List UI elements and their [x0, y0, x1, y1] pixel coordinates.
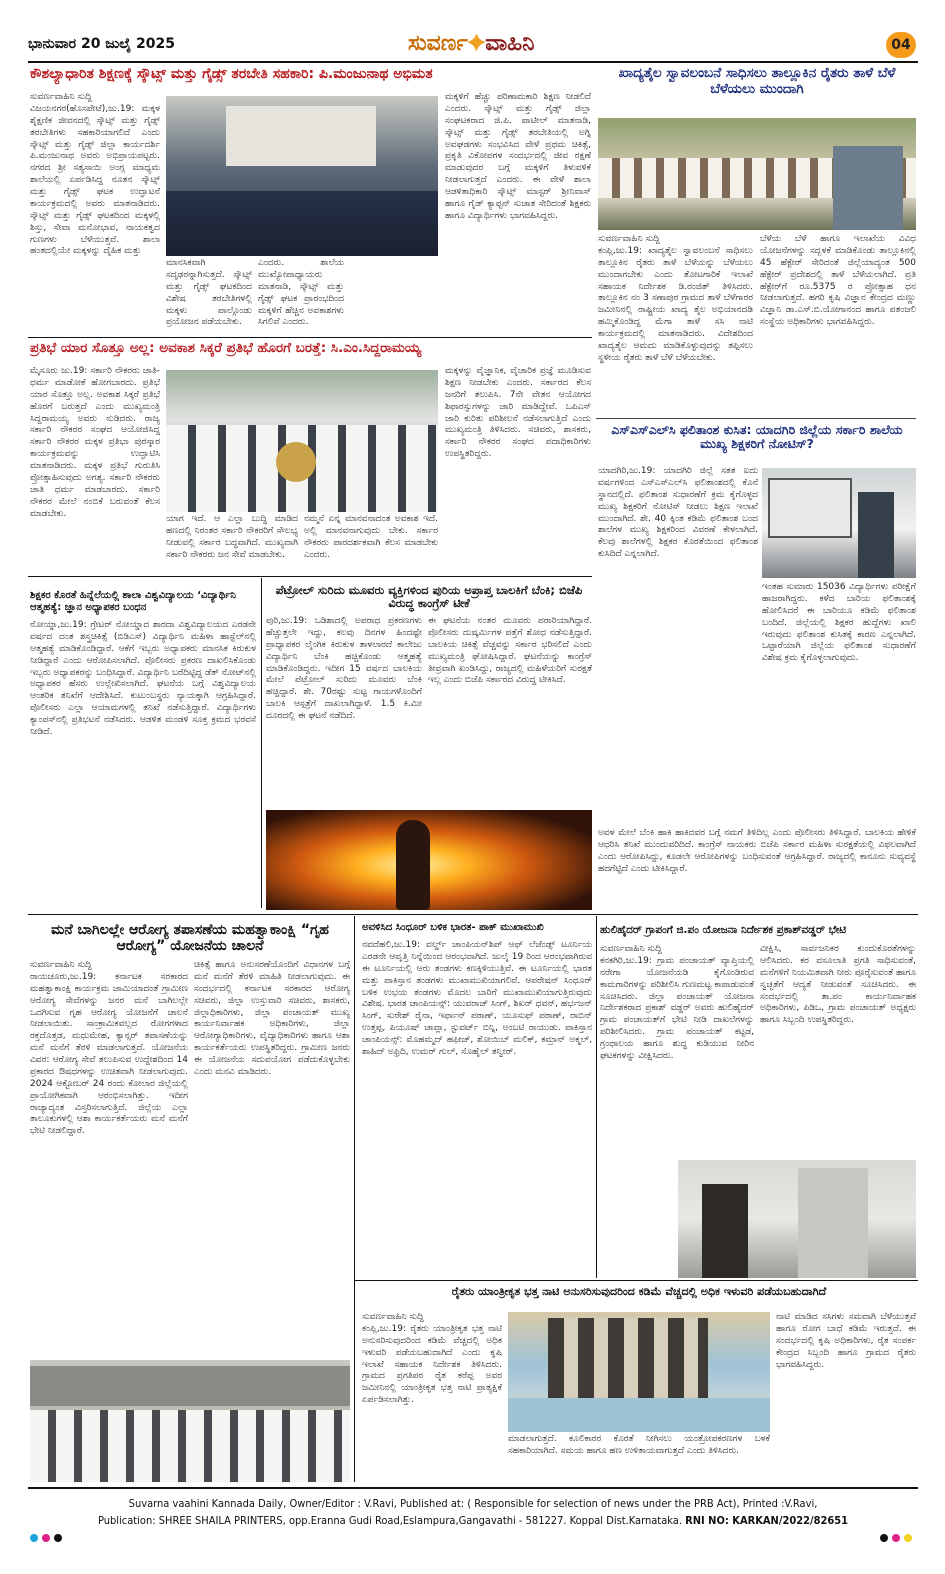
article-hulihyder-col1: ಸುವರ್ಣವಾಹಿನಿ ಸುದ್ದಿ ಕನಕಗಿರಿ,ಜು.19: ಗ್ರಾಮ ಪಂಚಾಯತ್ ವ್ಯಾಪ್ತಿಯಲ್ಲಿ ನರೇಗಾ ಯೋಜನೆಯಡಿ ಕೈಗೊಂಡಿರುವ ಕಾಮಗಾರಿಗಳನ್ನು ಪರಿಶೀಲಿಸಿ ಗುಣಮಟ್ಟ ಕಾಪಾಡುವಂತೆ ಸೂಚಿಸಿದರು. ಜಿಲ್ಲಾ ಪಂಚಾಯತ್ ಯೋಜನಾ ನಿರ್ದೇಶಕರಾದ ಪ್ರಕಾಶ್ ವಡ್ಡರ್ ಅವರು ಹುಲಿಹೈದರ್ ಗ್ರಾಮ ಪಂಚಾಯತ್‌ಗೆ ಭೇಟಿ ನೀಡಿ ದಾಖಲೆಗಳನ್ನು ಪರಿಶೀಲಿಸಿದರು. ಗ್ರಾಮ ಪಂಚಾಯತ್ ಕಟ್ಟಡ, ಗ್ರಂಥಾಲಯ ಹಾಗೂ ಶುದ್ಧ ಕುಡಿಯುವ ನೀರಿನ ಘಟಕಗಳನ್ನು ವೀಕ್ಷಿಸಿದರು.: [600, 944, 754, 1061]
article-cm-col2: ಯಾಗ ಇದೆ. ಆ ಎಲ್ಲಾ ಬುದ್ಧಿ ಮಾಡಿದ ಹಣದಲ್ಲಿ ನಿರಂತರ ಸರ್ಕಾರಿ ನೌಕರರಿಗೆ ಸೌಲಭ್ಯ ನೀಡುವಲ್ಲಿ ಸರ್ಕಾರ ಬದ್ಧವಾಗಿದೆ. ಮುಖ್ಯವಾಗಿ ಸರ್ಕಾರಿ ನೌಕರರು ಜನ ಸೇವೆ ಮಾಡಬೇಕು.: [166, 514, 298, 560]
paddy-field-photo: [508, 1312, 770, 1432]
column-divider: [261, 578, 262, 908]
footer-rule: [28, 1487, 918, 1489]
headline-puri-girl: ಪೆಟ್ರೋಲ್ ಸುರಿದು ಮೂವರು ವ್ಯಕ್ತಿಗಳಿಂದ ಪುರಿಯ ಅಪ್ರಾಪ್ತ ಬಾಲಕಿಗೆ ಬೆಂಕಿ; ಬಿಜೆಪಿ ವಿರುದ್ಧ ಕಾಂಗ್ರೆಸ್ ಟೀಕೆ: [275, 583, 583, 611]
imprint-footer: [28, 1496, 918, 1529]
cm-event-photo: [166, 370, 438, 512]
headline-cm-talent: ಪ್ರತಿಭೆ ಯಾರ ಸೊತ್ತೂ ಅಲ್ಲ: ಅವಕಾಶ ಸಿಕ್ಕರೆ ಪ್ರತಿಭೆ ಹೊರಗೆ ಬರತ್ತೆ: ಸಿ.ಎಂ.ಸಿದ್ದರಾಮಯ್ಯ: [30, 340, 422, 356]
article-puri-continued: ಅವಳ ಮೇಲೆ ಬೆಂಕಿ ಹಾಕಿ ಹಾಕಿದವರ ಬಗ್ಗೆ ನಮಗೆ ತಿಳಿದಿಲ್ಲ ಎಂದು ಪೊಲೀಸರು ತಿಳಿಸಿದ್ದಾರೆ. ಬಾಲಕಿಯ ಹೇಳಿಕೆ ಆಧರಿಸಿ ತನಿಖೆ ಮುಂದುವರಿದಿದೆ. ಕಾಂಗ್ರೆಸ್ ನಾಯಕರು ಬಿಜೆಪಿ ಸರ್ಕಾರ ಮಹಿಳಾ ಸುರಕ್ಷತೆಯಲ್ಲಿ ವಿಫಲವಾಗಿದೆ ಎಂದು ಆರೋಪಿಸಿದ್ದು, ಕೂಡಲೇ ಆರೋಪಿಗಳನ್ನು ಬಂಧಿಸುವಂತೆ ಆಗ್ರಹಿಸಿದ್ದಾರೆ. ರಾಜ್ಯದಲ್ಲಿ ಕಾನೂನು ಸುವ್ಯವಸ್ಥೆ ಹದಗೆಟ್ಟಿದೆ ಎಂದು ಟೀಕಿಸಿದ್ದಾರೆ.: [598, 828, 916, 874]
article-scouts-col1: ಸುವರ್ಣವಾಹಿನಿ ಸುದ್ದಿ ವಿಜಯನಗರ(ಹೊಸಪೇಟೆ),ಜು.19: ಮಕ್ಕಳ ಶೈಕ್ಷಣಿಕ ಜೀವನದಲ್ಲಿ ಸ್ಕೌಟ್ಸ್ ಮತ್ತು ಗೈಡ್ಸ್ ತರಬೇತಿಗಳು ಸಹಕಾರಿಯಾಗಲಿದೆ ಎಂದು ಸ್ಕೌಟ್ಸ್ ಮತ್ತು ಗೈಡ್ಸ್ ಜಿಲ್ಲಾ ಕಾರ್ಯದರ್ಶಿ ಪಿ.ಮಂಜುನಾಥ ಅವರು ಅಭಿಪ್ರಾಯಪಟ್ಟರು. ನಗರದ ಶ್ರೀ ಸತ್ಯಸಾಯಿ ಅಂಗ್ಲ ಮಾಧ್ಯಮ ಶಾಲೆಯಲ್ಲಿ ಏರ್ಪಡಿಸಿದ್ದ ನೂತನ ಸ್ಕೌಟ್ಸ್ ಮತ್ತು ಗೈಡ್ಸ್ ಘಟಕ ಉದ್ಘಾಟನೆ ಕಾರ್ಯಕ್ರಮದಲ್ಲಿ ಅವರು ಮಾತನಾಡಿದರು. ಸ್ಕೌಟ್ಸ್ ಮತ್ತು ಗೈಡ್ಸ್ ಘಟಕದಿಂದ ಮಕ್ಕಳಲ್ಲಿ ಶಿಸ್ತು, ಸೇವಾ ಮನೋಭಾವ, ನಾಯಕತ್ವದ ಗುಣಗಳು ಬೆಳೆಯುತ್ತವೆ. ಶಾಲಾ ಹಂತದಲ್ಲಿಯೇ ಮಕ್ಕಳನ್ನು ದೈಹಿಕ ಮತ್ತು: [30, 92, 160, 257]
article-scouts-col2: ಮಾನಸಿಕವಾಗಿ ಸದೃಢರನ್ನಾಗಿಸುತ್ತದೆ. ಸ್ಕೌಟ್ಸ್ ಮತ್ತು ಗೈಡ್ಸ್ ಘಟಕದಿಂದ ವಿಶೇಷ ತರಬೇತಿಗಳಲ್ಲಿ ಮಕ್ಕಳು ಪಾಲ್ಗೊಂಡು ಪ್ರಯೋಜನ ಪಡೆಯಬೇಕು.: [166, 258, 252, 328]
article-cm-col4: ಮಕ್ಕಳನ್ನು ವೈಜ್ಞಾನಿಕ, ವೈಚಾರಿಕ ಪ್ರಜ್ಞೆ ಮೂಡಿಸುವ ಶಿಕ್ಷಣ ನೀಡಬೇಕು ಎಂದರು. ಸರ್ಕಾರದ ಕೆಲಸ ಜನರಿಗೆ ತಲುಪಿಸಿ. 7ನೇ ವೇತನ ಆಯೋಗದ ಶಿಫಾರಸ್ಸುಗಳನ್ನು ಜಾರಿ ಮಾಡಿದ್ದೇವೆ. ಒಪಿಎಸ್ ಜಾರಿ ಕುರಿತು ಪರಿಶೀಲನೆ ನಡೆಸಲಾಗುತ್ತಿದೆ ಎಂದು ಮುಖ್ಯಮಂತ್ರಿ ತಿಳಿಸಿದರು. ಸಚಿವರು, ಶಾಸಕರು, ಸರ್ಕಾರಿ ನೌಕರರ ಸಂಘದ ಪದಾಧಿಕಾರಿಗಳು ಉಪಸ್ಥಿತರಿದ್ದರು.: [445, 366, 591, 460]
registration-mark: [30, 1534, 38, 1542]
headline-griha-arogya: ಮನೆ ಬಾಗಿಲಲ್ಲೇ ಆರೋಗ್ಯ ತಪಾಸಣೆಯ ಮಹತ್ವಾಕಾಂಕ್ಷಿ “ಗೃಹ ಆರೋಗ್ಯ” ಯೋಜನೆಯ ಚಾಲನೆ: [51, 922, 329, 955]
headline-paddy-transplant: ರೈತರು ಯಾಂತ್ರೀಕೃತ ಭತ್ತ ನಾಟಿ ಅನುಸರಿಸುವುದರಿಂದ ಕಡಿಮೆ ವೆಚ್ಚದಲ್ಲಿ ಅಧಿಕ ಇಳುವರಿ ಪಡೆಯಬಹುದಾಗಿದೆ: [451, 1285, 827, 1298]
divider: [354, 1280, 918, 1281]
headline-palm-oil: ಖಾದ್ಯತೈಲ ಸ್ವಾವಲಂಬನೆ ಸಾಧಿಸಲು ತಾಲ್ಲೂಕಿನ ರೈತರು ತಾಳೆ ಬೆಳೆ ಬೆಳೆಯಲು ಮುಂದಾಗಿ: [618, 65, 896, 97]
registration-mark: [42, 1534, 50, 1542]
article-india-pak: ನವದೆಹಲಿ,ಜು.19: ವರ್ಲ್ಡ್ ಚಾಂಪಿಯನ್‌ಶಿಪ್ ಆಫ್ ಲೆಜೆಂಡ್ಸ್ ಟೂರ್ನಿಯ ಎರಡನೇ ಆವೃತ್ತಿ ನಿನ್ನೆಯಿಂದ ಆರಂಭವಾಗಿದೆ. ಜುಲೈ 19 ರಿಂದ ಆರಂಭವಾಗಿರುವ ಈ ಟೂರ್ನಿಯಲ್ಲಿ ಆರು ತಂಡಗಳು ಕಣಕ್ಕಿಳಿಯುತ್ತಿವೆ. ಈ ಟೂರ್ನಿಯಲ್ಲಿ ಭಾರತ ಮತ್ತು ಪಾಕಿಸ್ತಾನ ತಂಡಗಳು ಮುಖಾಮುಖಿಯಾಗಲಿವೆ. ಆಪರೇಷನ್ ಸಿಂಧೂರ್ ಬಳಿಕ ಉಭಯ ತಂಡಗಳು ಮೊದಲ ಬಾರಿಗೆ ಮುಖಾಮುಖಿಯಾಗುತ್ತಿರುವುದು ವಿಶೇಷ. ಭಾರತ ಚಾಂಪಿಯನ್ಸ್: ಯುವರಾಜ್ ಸಿಂಗ್, ಶಿಖರ್ ಧವನ್, ಹರ್ಭಜನ್ ಸಿಂಗ್, ಸುರೇಶ್ ರೈನಾ, ಇರ್ಫಾನ್ ಪಠಾಣ್, ಯೂಸುಫ್ ಪಠಾಣ್, ರಾಬಿನ್ ಉತ್ತಪ್ಪ, ಪಿಯೂಷ್ ಚಾವ್ಲಾ, ಸ್ಟುವರ್ಟ್ ಬಿನ್ನಿ, ಅಂಬಟಿ ರಾಯುಡು. ಪಾಕಿಸ್ತಾನ ಚಾಂಪಿಯನ್ಸ್: ಮೊಹಮ್ಮದ್ ಹಫೀಜ್, ಶೋಯಿಬ್ ಮಲಿಕ್, ಕಮ್ರಾನ್ ಅಕ್ಮಲ್, ಶಾಹಿದ್ ಅಫ್ರಿದಿ, ಉಮರ್ ಗುಲ್, ಸೊಹೈಲ್ ತನ್ವೀರ್.: [362, 940, 592, 1057]
article-palm-oil-col2: ಬೆಳೆಯ ಬೆಳೆ ಹಾಗೂ ಇಲಾಖೆಯ ವಿವಿಧ ಯೋಜನೆಗಳನ್ನು ಸದ್ಬಳಕೆ ಮಾಡಿಕೊಂಡು ತಾಲ್ಲೂಕಿನಲ್ಲಿ 45 ಹೆಕ್ಟೇರ್ ಸೇರಿದಂತೆ ಜಿಲ್ಲೆಯಾದ್ಯಂತ 500 ಹೆಕ್ಟೇರ್ ಪ್ರದೇಶದಲ್ಲಿ ತಾಳೆ ಬೆಳೆಯಲಾಗಿದೆ. ಪ್ರತಿ ಹೆಕ್ಟೇರ್‌ಗೆ ರೂ.5375 ರ ಪ್ರೋತ್ಸಾಹ ಧನ ನೀಡಲಾಗುತ್ತದೆ. ಹಗರಿ ಕೃಷಿ ವಿಜ್ಞಾನ ಕೇಂದ್ರದ ಮಣ್ಣು ವಿಜ್ಞಾನಿ ಡಾ.ಎಸ್.ಬಿ.ಯೋಗಾನಂದ ಹಾಗೂ ಪತಂಜಲಿ ಸಂಸ್ಥೆಯ ಅಧಿಕಾರಿಗಳು ಭಾಗವಹಿಸಿದ್ದರು.: [760, 234, 916, 328]
article-paddy-col2: ಮಾಡಲಾಗುತ್ತದೆ. ಕೂಲಿಕಾರರ ಕೊರತೆ ನೀಗಿಸಲು ಯಂತ್ರೋಪಕರಣಗಳ ಬಳಕೆ ಸಹಕಾರಿಯಾಗಿದೆ. ಸಮಯ ಹಾಗೂ ಹಣ ಉಳಿತಾಯವಾಗುತ್ತದೆ ಎಂದು ತಿಳಿಸಿದರು.: [508, 1434, 770, 1456]
article-student-suicide: ನೋಯ್ಡಾ,ಜು.19: ಗ್ರೇಟರ್ ನೋಯ್ಡಾದ ಶಾರದಾ ವಿಶ್ವವಿದ್ಯಾಲಯದ ಎರಡನೇ ವರ್ಷದ ದಂತ ಶಸ್ತ್ರಚಿಕಿತ್ಸೆ (ಬಿಡಿಎಸ್) ವಿದ್ಯಾರ್ಥಿನಿ ಮಹಿಳಾ ಹಾಸ್ಟೆಲ್‌ನಲ್ಲಿ ಆತ್ಮಹತ್ಯೆ ಮಾಡಿಕೊಂಡಿದ್ದಾರೆ. ಆಕೆಗೆ ಇಬ್ಬರು ಅಧ್ಯಾಪಕರು ಮಾನಸಿಕ ಕಿರುಕುಳ ನೀಡಿದ್ದಾರೆ ಎಂದು ಆರೋಪಿಸಲಾಗಿದೆ. ಪೊಲೀಸರು ಪ್ರಕರಣ ದಾಖಲಿಸಿಕೊಂಡು ಇಬ್ಬರು ಅಧ್ಯಾಪಕರನ್ನು ಬಂಧಿಸಿದ್ದಾರೆ. ವಿದ್ಯಾರ್ಥಿನಿ ಬರೆದಿಟ್ಟಿದ್ದ ಡೆತ್ ನೋಟ್‌ನಲ್ಲಿ ಅಧ್ಯಾಪಕರ ಹೆಸರು ಉಲ್ಲೇಖಿಸಲಾಗಿದೆ. ಘಟನೆಯ ಬಗ್ಗೆ ವಿಶ್ವವಿದ್ಯಾಲಯ ಆಂತರಿಕ ತನಿಖೆಗೆ ಆದೇಶಿಸಿದೆ. ಕುಟುಂಬಸ್ಥರು ನ್ಯಾಯಕ್ಕಾಗಿ ಆಗ್ರಹಿಸಿದ್ದಾರೆ. ಪೊಲೀಸರು ಎಲ್ಲಾ ಆಯಾಮಗಳಲ್ಲಿ ತನಿಖೆ ನಡೆಸುತ್ತಿದ್ದಾರೆ. ವಿದ್ಯಾರ್ಥಿಗಳು ಕ್ಯಾಂಪಸ್‌ನಲ್ಲಿ ಪ್ರತಿಭಟನೆ ನಡೆಸಿದರು. ಆಡಳಿತ ಮಂಡಳಿ ಸೂಕ್ತ ಕ್ರಮದ ಭರವಸೆ ನೀಡಿದೆ.: [30, 620, 256, 737]
article-sslc-col1: ಯಾದಗಿರಿ,ಜು.19: ಯಾದಗಿರಿ ಜಿಲ್ಲೆ ಸತತ ಐದು ವರ್ಷಗಳಿಂದ ಎಸ್‌ಎಸ್‌ಎಲ್‌ಸಿ ಫಲಿತಾಂಶದಲ್ಲಿ ಕೊನೆ ಸ್ಥಾನದಲ್ಲಿದೆ. ಫಲಿತಾಂಶ ಸುಧಾರಣೆಗೆ ಕ್ರಮ ಕೈಗೊಳ್ಳದ ಮುಖ್ಯ ಶಿಕ್ಷಕರಿಗೆ ನೋಟಿಸ್ ನೀಡಲು ಶಿಕ್ಷಣ ಇಲಾಖೆ ಮುಂದಾಗಿದೆ. ಶೇ. 40 ಕ್ಕಿಂತ ಕಡಿಮೆ ಫಲಿತಾಂಶ ಬಂದ ಶಾಲೆಗಳ ಮುಖ್ಯ ಶಿಕ್ಷಕರಿಂದ ವಿವರಣೆ ಕೇಳಲಾಗಿದೆ. ಕೆಲವು ಶಾಲೆಗಳಲ್ಲಿ ಶಿಕ್ಷಕರ ಕೊರತೆಯಿಂದ ಫಲಿತಾಂಶ ಕುಸಿದಿದೆ ಎನ್ನಲಾಗಿದೆ.: [598, 466, 758, 560]
classroom-teacher-photo: [762, 468, 916, 578]
health-scheme-launch-photo: [30, 1360, 350, 1482]
registration-mark: [880, 1534, 888, 1542]
divider: [28, 914, 918, 915]
article-palm-oil-col1: ಸುವರ್ಣವಾಹಿನಿ ಸುದ್ದಿ ಕಂಪ್ಲಿ,ಜು.19: ಖಾದ್ಯತೈಲ ಸ್ವಾವಲಂಬನೆ ಸಾಧಿಸಲು ತಾಲ್ಲೂಕಿನ ರೈತರು ತಾಳೆ ಬೆಳೆಯನ್ನು ಬೆಳೆಯಲು ಮುಂದಾಗಬೇಕು ಎಂದು ತೋಟಗಾರಿಕೆ ಇಲಾಖೆ ಸಹಾಯಕ ನಿರ್ದೇಶಕ ಡಿ.ರಂಜಿತ್ ತಿಳಿಸಿದರು. ತಾಲ್ಲೂಕಿನ ನಂ 3 ಸಣಾಪುರ ಗ್ರಾಮದ ತಾಳೆ ಬೆಳೆಗಾರರ ಜಮೀನಿನಲ್ಲಿ ರಾಷ್ಟ್ರೀಯ ಖಾದ್ಯ ತೈಲ ಅಭಿಯಾನದಡಿ ಹಮ್ಮಿಕೊಂಡಿದ್ದ ಮೆಗಾ ತಾಳೆ ಸಸಿ ನಾಟಿ ಕಾರ್ಯಕ್ರಮದಲ್ಲಿ ಮಾತನಾಡಿದರು. ವಿದೇಶದಿಂದ ಖಾದ್ಯತೈಲ ಆಮದು ಮಾಡಿಕೊಳ್ಳುವುದನ್ನು ತಪ್ಪಿಸಲು ಸ್ಥಳೀಯ ರೈತರು ತಾಳೆ ಬೆಳೆ ಬೆಳೆಯಬೇಕು.: [598, 234, 753, 363]
imprint-line1: Suvarna vaahini Kannada Daily, Owner/Editor : V.Ravi, Published at: ( Responsible for selection of news under the PRB Act), Printed :V.Ravi,: [128, 1497, 818, 1510]
article-puri-col1: ಪುರಿ,ಜು.19: ಒಡಿಶಾದಲ್ಲಿ ಅಪರಾಧ ಪ್ರಕರಣಗಳು ಹೆಚ್ಚುತ್ತಲೇ ಇದ್ದು, ಕಲವು ದಿನಗಳ ಹಿಂದಷ್ಟೇ ಪ್ರಾಧ್ಯಾಪಕರ ಲೈಂಗಿಕ ಕಿರುಕುಳ ತಾಳಲಾರದೆ ಕಾಲೇಜು ವಿದ್ಯಾರ್ಥಿನಿ ಬೆಂಕಿ ಹಚ್ಚಿಕೊಂಡು ಆತ್ಮಹತ್ಯೆ ಮಾಡಿಕೊಂಡಿದ್ದರು. ಇದೀಗ 15 ವರ್ಷದ ಬಾಲಕಿಯ ಮೇಲೆ ಪೆಟ್ರೋಲ್ ಸುರಿದು ಮೂವರು ಬೆಂಕಿ ಹಚ್ಚಿದ್ದಾರೆ. ಶೇ. 70ರಷ್ಟು ಸುಟ್ಟ ಗಾಯಗಳೊಂದಿಗೆ ಬಾಲಕಿ ಆಸ್ಪತ್ರೆಗೆ ದಾಖಲಾಗಿದ್ದಾಳೆ. 1.5 ಕಿ.ಮೀ ದೂರದಲ್ಲಿ ಈ ಘಟನೆ ನಡೆದಿದೆ.: [266, 616, 422, 721]
article-scouts-col4: ಮಕ್ಕಳಿಗೆ ಹೆಚ್ಚು ಪರಿಣಾಮಕಾರಿ ಶಿಕ್ಷಣ ನೀಡಲಿದೆ ಎಂದರು. ಸ್ಕೌಟ್ಸ್ ಮತ್ತು ಗೈಡ್ಸ್ ಜಿಲ್ಲಾ ಸಂಘಟಕರಾದ ಜಿ.ಪಿ. ಪಾಟೀಲ್ ಮಾತನಾಡಿ, ಸ್ಕೌಟ್ಸ್ ಮತ್ತು ಗೈಡ್ಸ್ ತರಬೇತಿಯಲ್ಲಿ ಅಗ್ನಿ ಅವಘಡಗಳು ಸಂಭವಿಸಿದ ವೇಳೆ ಪ್ರಥಮ ಚಿಕಿತ್ಸೆ, ಪ್ರಕೃತಿ ವಿಕೋಪಗಳ ಸಂದರ್ಭದಲ್ಲಿ ಜೀವ ರಕ್ಷಣೆ ಮಾಡುವುದರ ಬಗ್ಗೆ ಮಕ್ಕಳಿಗೆ ತಿಳುವಳಿಕೆ ನೀಡಲಾಗುತ್ತದೆ ಎಂದರು. ಈ ವೇಳೆ ಶಾಲಾ ಆಡಳಿತಾಧಿಕಾರಿ ಸ್ಕೌಟ್ಸ್ ಮಾಸ್ಟರ್ ಶ್ರೀನಿವಾಸ್ ಹಾಗೂ ಗೈಡ್ ಕ್ಯಾಪ್ಟನ್ ಸುಜಾತ ಸೇರಿದಂತೆ ಶಿಕ್ಷಕರು ಹಾಗೂ ವಿದ್ಯಾರ್ಥಿಗಳು ಭಾಗವಹಿಸಿದ್ದರು.: [445, 92, 591, 221]
registration-mark: [54, 1534, 62, 1542]
logo-flame-icon: ✦: [467, 30, 486, 56]
masthead: [28, 30, 918, 60]
officials-inspection-photo: [678, 1160, 916, 1278]
registration-mark: [892, 1534, 900, 1542]
scouts-event-photo: [166, 96, 438, 256]
column-divider: [596, 916, 597, 1278]
article-griha-col2: ಚಿಕಿತ್ಸೆ ಹಾಗೂ ಅನುಸರಣೆಯೊಂದಿಗೆ ವಿಧಾನಗಳ ಬಗ್ಗೆ ಮನೆ ಮನೆಗೆ ತೆರಳಿ ಮಾಹಿತಿ ನೀಡಲಾಗುವುದು. ಈ ಸಂದರ್ಭದಲ್ಲಿ ಕರ್ನಾಟಕ ಸರಕಾರದ ಆರೋಗ್ಯ ಸಚಿವರು, ಜಿಲ್ಲಾ ಉಸ್ತುವಾರಿ ಸಚಿವರು, ಶಾಸಕರು, ಜಿಲ್ಲಾಧಿಕಾರಿಗಳು, ಜಿಲ್ಲಾ ಪಂಚಾಯತ್ ಮುಖ್ಯ ಕಾರ್ಯನಿರ್ವಾಹಕ ಅಧಿಕಾರಿಗಳು, ಜಿಲ್ಲಾ ಆರೋಗ್ಯಾಧಿಕಾರಿಗಳು, ವೈದ್ಯಾಧಿಕಾರಿಗಳು ಹಾಗೂ ಆಶಾ ಕಾರ್ಯಕರ್ತೆಯರು ಉಪಸ್ಥಿತರಿದ್ದರು. ಗ್ರಾಮೀಣ ಜನರು ಈ ಯೋಜನೆಯ ಸದುಪಯೋಗ ಪಡೆದುಕೊಳ್ಳಬೇಕು ಎಂದು ಮನವಿ ಮಾಡಿದರು.: [194, 960, 350, 1077]
article-sslc-col2: ಇಂತಹ ಸುಮಾರು 15036 ವಿದ್ಯಾರ್ಥಿಗಳು ಪರೀಕ್ಷೆಗೆ ಹಾಜರಾಗಿದ್ದರು. ಕಳೆದ ಬಾರಿಯ ಫಲಿತಾಂಶಕ್ಕೆ ಹೋಲಿಸಿದರೆ ಈ ಬಾರಿಯೂ ಕಡಿಮೆ ಫಲಿತಾಂಶ ಬಂದಿದೆ. ಜಿಲ್ಲೆಯಲ್ಲಿ ಶಿಕ್ಷಕರ ಹುದ್ದೆಗಳು ಖಾಲಿ ಇರುವುದು ಫಲಿತಾಂಶ ಕುಸಿತಕ್ಕೆ ಕಾರಣ ಎನ್ನಲಾಗಿದೆ. ಒಟ್ಟಾರೆಯಾಗಿ ಜಿಲ್ಲೆಯ ಫಲಿತಾಂಶ ಸುಧಾರಣೆಗೆ ವಿಶೇಷ ಕ್ರಮ ಕೈಗೊಳ್ಳಲಾಗುವುದು.: [762, 582, 916, 664]
article-puri-col2: ಈ ಘಟನೆಯ ನಂತರ ಮೂವರು ಪರಾರಿಯಾಗಿದ್ದಾರೆ. ಪೊಲೀಸರು ದುಷ್ಕರ್ಮಿಗಳ ಪತ್ತೆಗೆ ಶೋಧ ನಡೆಸುತ್ತಿದ್ದಾರೆ. ಬಾಲಕಿಯ ಚಿಕಿತ್ಸೆ ವೆಚ್ಚವನ್ನು ಸರ್ಕಾರ ಭರಿಸಲಿದೆ ಎಂದು ಮುಖ್ಯಮಂತ್ರಿ ಘೋಷಿಸಿದ್ದಾರೆ. ಘಟನೆಯನ್ನು ಕಾಂಗ್ರೆಸ್ ತೀವ್ರವಾಗಿ ಖಂಡಿಸಿದ್ದು, ರಾಜ್ಯದಲ್ಲಿ ಮಹಿಳೆಯರಿಗೆ ಸುರಕ್ಷತೆ ಇಲ್ಲ ಎಂದು ಬಿಜೆಪಿ ಸರ್ಕಾರದ ವಿರುದ್ಧ ಟೀಕಿಸಿದೆ.: [428, 616, 592, 686]
rni-number: RNI NO: KARKAN/2022/82651: [685, 1513, 849, 1527]
newspaper-logo: ಸುವರ್ಣ✦ವಾಹಿನಿ: [408, 30, 535, 56]
article-paddy-col3: ನಾಟಿ ಮಾಡಿದ ಸಸಿಗಳು ಸಮವಾಗಿ ಬೆಳೆಯುತ್ತವೆ ಹಾಗೂ ರೋಗ ಬಾಧೆ ಕಡಿಮೆ ಇರುತ್ತದೆ. ಈ ಸಂದರ್ಭದಲ್ಲಿ ಕೃಷಿ ಅಧಿಕಾರಿಗಳು, ರೈತ ಸಂಪರ್ಕ ಕೇಂದ್ರದ ಸಿಬ್ಬಂದಿ ಹಾಗೂ ಗ್ರಾಮದ ರೈತರು ಭಾಗವಹಿಸಿದ್ದರು.: [776, 1312, 916, 1370]
divider: [596, 418, 916, 420]
article-hulihyder-col2: ವೀಕ್ಷಿಸಿ, ಸಾರ್ವಜನಿಕರ ಕುಂದುಕೊರತೆಗಳನ್ನು ಆಲಿಸಿದರು. ಕರ ವಸೂಲಾತಿ ಪ್ರಗತಿ ಸಾಧಿಸುವಂತೆ, ಮನೆಗಳಿಗೆ ನಿಯಮಿತವಾಗಿ ನೀರು ಪೂರೈಸುವಂತೆ ಹಾಗೂ ಸ್ವಚ್ಛತೆಗೆ ಆದ್ಯತೆ ನೀಡುವಂತೆ ಸೂಚಿಸಿದರು. ಈ ಸಂದರ್ಭದಲ್ಲಿ ತಾ.ಪಂ ಕಾರ್ಯನಿರ್ವಾಹಕ ಅಧಿಕಾರಿಗಳು, ಪಿಡಿಒ, ಗ್ರಾಮ ಪಂಚಾಯತ್ ಅಧ್ಯಕ್ಷರು ಹಾಗೂ ಸಿಬ್ಬಂದಿ ಉಪಸ್ಥಿತರಿದ್ದರು.: [760, 944, 916, 1026]
registration-mark: [904, 1534, 912, 1542]
fire-photo: [266, 810, 592, 910]
headline-scouts-guides: ಕೌಶಲ್ಯಾಧಾರಿತ ಶಿಕ್ಷಣಕ್ಕೆ ಸ್ಕೌಟ್ಸ್ ಮತ್ತು ಗೈಡ್ಸ್ ತರಬೇತಿ ಸಹಕಾರಿ: ಪಿ.ಮಂಜುನಾಥ ಅಭಿಮತ: [30, 66, 433, 82]
imprint-line2: Publication: SHREE SHAILA PRINTERS, opp.Eranna Gudi Road,Eslampura,Gangavathi - 581227. Koppal Dist.Karnataka. RNI NO: KARKAN/2022/82651: [97, 1513, 849, 1527]
article-scouts-col3: ಎಂದರು. ಶಾಲೆಯ ಮುಖ್ಯೋಪಾಧ್ಯಾಯರು ಮಾತನಾಡಿ, ಸ್ಕೌಟ್ಸ್ ಮತ್ತು ಗೈಡ್ಸ್ ಘಟಕ ಪ್ರಾರಂಭದಿಂದ ಮಕ್ಕಳಿಗೆ ಹೆಚ್ಚಿನ ಅವಕಾಶಗಳು ಸಿಗಲಿವೆ ಎಂದರು.: [258, 258, 344, 328]
article-griha-col1: ಸುವರ್ಣವಾಹಿನಿ ಸುದ್ದಿ ರಾಯಚೂರು,ಜು.19: ಕರ್ನಾಟಕ ಸರಕಾರದ ಮಹತ್ವಾಕಾಂಕ್ಷಿ ಕಾರ್ಯಕ್ರಮ ಜಾಮಿಯಾದಂತೆ ಗ್ರಾಮೀಣ ಆರೋಗ್ಯ ಸೇವೆಗಳನ್ನು ಜನರ ಮನೆ ಬಾಗಿಲಲ್ಲೇ ಒದಗಿಸುವ ಗೃಹ ಆರೋಗ್ಯ ಯೋಜನೆಗೆ ಚಾಲನೆ ನೀಡಲಾಯಿತು. ಸಾಂಕ್ರಾಮಿಕವಲ್ಲದ ರೋಗಗಳಾದ ರಕ್ತದೊತ್ತಡ, ಮಧುಮೇಹ, ಕ್ಯಾನ್ಸರ್ ತಪಾಸಣೆಯನ್ನು ಮನೆ ಮನೆಗೆ ತೆರಳಿ ಮಾಡಲಾಗುತ್ತದೆ. ಯೋಜನೆಯ ವಿವರ: ಆರೋಗ್ಯ ಸೇವೆ ತಲುಪಿಸುವ ಉದ್ದೇಶದಿಂದ 14 ಪ್ರಕಾರದ ಔಷಧಗಳನ್ನು ಉಚಿತವಾಗಿ ನೀಡಲಾಗುವುದು. 2024 ಆಕ್ಟೋಬರ್ 24 ರಂದು ಕೋಲಾರ ಜಿಲ್ಲೆಯಲ್ಲಿ ಪ್ರಾಯೋಗಿಕವಾಗಿ ಆರಂಭಿಸಲಾಗಿತ್ತು. ಇದೀಗ ರಾಜ್ಯಾದ್ಯಂತ ವಿಸ್ತರಿಸಲಾಗುತ್ತಿದೆ. ಜಿಲ್ಲೆಯ ಎಲ್ಲಾ ತಾಲೂಕುಗಳಲ್ಲಿ ಆಶಾ ಕಾರ್ಯಕರ್ತೆಯರು ಮನೆ ಮನೆಗೆ ಭೇಟಿ ನೀಡಲಿದ್ದಾರೆ.: [30, 960, 188, 1137]
page-number-badge: 04: [886, 32, 916, 58]
palm-oil-farmers-photo: [598, 118, 916, 230]
article-cm-col1: ಮೈಸೂರು ಜು.19: ಸರ್ಕಾರಿ ನೌಕರರು ಜಾತಿ-ಧರ್ಮ ಮಾಡೋಕೆ ಹೋಗಬಾರದು. ಪ್ರತಿಭೆ ಯಾರ ಸೊತ್ತೂ ಅಲ್ಲ. ಅವಕಾಶ ಸಿಕ್ಕರೆ ಪ್ರತಿಭೆ ಹೊರಗೆ ಬರುತ್ತದೆ ಎಂದು ಮುಖ್ಯಮಂತ್ರಿ ಸಿದ್ದರಾಮಯ್ಯ ಅವರು ನುಡಿದರು. ರಾಜ್ಯ ಸರ್ಕಾರಿ ನೌಕರರ ಸಂಘದ ಆಯೋಜಿಸಿದ್ದ ಸರ್ಕಾರಿ ನೌಕರರ ಮಕ್ಕಳ ಪ್ರತಿಭಾ ಪುರಸ್ಕಾರ ಕಾರ್ಯಕ್ರಮವನ್ನು ಉದ್ಘಾಟಿಸಿ ಮಾತನಾಡಿದರು. ಮಕ್ಕಳ ಪ್ರತಿಭೆ ಗುರುತಿಸಿ ಪ್ರೋತ್ಸಾಹಿಸುವುದು ಅಗತ್ಯ. ಸರ್ಕಾರಿ ನೌಕರರು ಜಾತಿ ಧರ್ಮ ಮಾಡಬಾರದು. ಸರ್ಕಾರಿ ನೌಕರರ ಮೇಲೆ ನಂಬಿಕೆ ಬರುವಂತೆ ಕೆಲಸ ಮಾಡಬೇಕು.: [30, 366, 160, 519]
masthead-rule: [28, 61, 918, 63]
headline-sslc-result: ಎಸ್‌ಎಸ್‌ಎಲ್‌ಸಿ ಫಲಿತಾಂಶ ಕುಸಿತ: ಯಾದಗಿರಿ ಜಿಲ್ಲೆಯ ಸರ್ಕಾರಿ ಶಾಲೆಯ ಮುಖ್ಯ ಶಿಕ್ಷಕರಿಗೆ ನೋಟಿಸ್?: [611, 422, 903, 452]
divider: [28, 576, 592, 577]
divider: [28, 337, 592, 338]
column-divider: [354, 916, 355, 1482]
article-cm-col3: ನಮ್ಮನೆ ಏನ್ನ ಮಾನವನಾದಂತ ಅವಕಾಶ ಇದೆ. ಅಲ್ಲಿ ಮಾನವನಾಗುವುದು ಬೇಕು. ಸರ್ಕಾರ ನೌಕರರು ಪಾರದರ್ಶಕವಾಗಿ ಕೆಲಸ ಮಾಡಬೇಕು ಎಂದರು.: [304, 514, 438, 560]
article-paddy-col1: ಸುವರ್ಣವಾಹಿನಿ ಸುದ್ದಿ ಕಂಪ್ಲಿ,ಜು.19: ರೈತರು ಯಾಂತ್ರೀಕೃತ ಭತ್ತ ನಾಟಿ ಅನುಸರಿಸುವುದರಿಂದ ಕಡಿಮೆ ವೆಚ್ಚದಲ್ಲಿ ಅಧಿಕ ಇಳುವರಿ ಪಡೆಯಬಹುದಾಗಿದೆ ಎಂದು ಕೃಷಿ ಇಲಾಖೆ ಸಹಾಯಕ ನಿರ್ದೇಶಕ ತಿಳಿಸಿದರು. ಗ್ರಾಮದ ಪ್ರಗತಿಪರ ರೈತ ಕರೆಪ್ಪ ಅವರ ಜಮೀನಿನಲ್ಲಿ ಯಾಂತ್ರೀಕೃತ ಭತ್ತ ನಾಟಿ ಪ್ರಾತ್ಯಕ್ಷಿಕೆ ಏರ್ಪಡಿಸಲಾಗಿತ್ತು.: [362, 1312, 502, 1406]
headline-student-suicide: ಶಿಕ್ಷಕರ ಕೊರತೆ ಹಿನ್ನೆಲೆಯಲ್ಲಿ ಶಾಲಾ ವಿಶ್ವವಿದ್ಯಾಲಯ ‘ವಿದ್ಯಾರ್ಥಿನಿ ಆತ್ಮಹತ್ಯೆ: ಜ್ಞಾನ ಅಧ್ಯಾಪಕರ ಬಂಧನ: [30, 590, 236, 613]
headline-india-pak: ಅವಳಿಸಿದ ಸಿಂಧೂರ್ ಬಳಿಕ ಭಾರತ- ಪಾಕ್ ಮುಖಾಮುಖಿ: [362, 922, 544, 933]
headline-hulihyder-visit: ಹುಲಿಹೈದರ್ ಗ್ರಾಪಂಗೆ ಜಿ.ಪಂ ಯೋಜನಾ ನಿರ್ದೇಶಕ ಪ್ರಕಾಶ್‌ವಡ್ಡರ್ ಭೇಟಿ: [600, 924, 847, 936]
issue-date: ಭಾನುವಾರ 20 ಜುಲೈ 2025: [28, 36, 175, 52]
